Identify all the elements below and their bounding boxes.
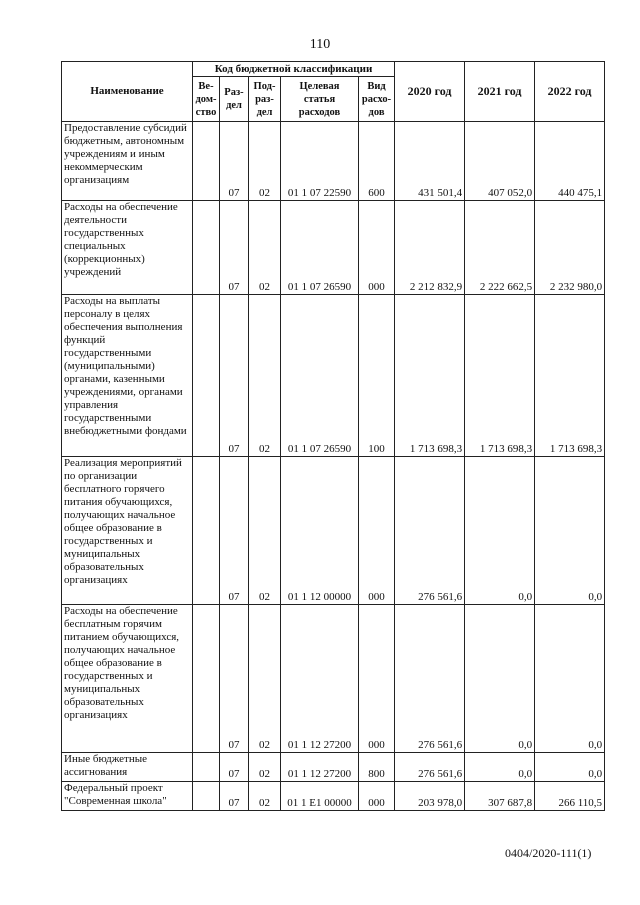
row-subsection: 02 (249, 605, 281, 753)
row-value-2022: 1 713 698,3 (535, 295, 605, 457)
row-expense-type: 000 (359, 457, 395, 605)
row-value-2021: 0,0 (465, 753, 535, 782)
header-target-item: Целевая статья расходов (281, 77, 359, 122)
row-value-2020: 203 978,0 (395, 782, 465, 811)
row-subsection: 02 (249, 201, 281, 295)
table-row (62, 201, 605, 295)
header-subsection: Под- раз- дел (249, 77, 281, 122)
row-name: Иные бюджетные ассигнования (62, 753, 193, 782)
row-value-2021: 0,0 (465, 605, 535, 753)
row-value-2022: 0,0 (535, 457, 605, 605)
row-value-2021: 407 052,0 (465, 122, 535, 201)
row-target-item: 01 1 07 22590 (281, 122, 359, 201)
row-section: 07 (220, 201, 249, 295)
row-target-item: 01 1 12 27200 (281, 605, 359, 753)
document-code: 0404/2020-111(1) (505, 846, 592, 860)
row-department (193, 753, 220, 782)
row-subsection: 02 (249, 457, 281, 605)
row-expense-type: 000 (359, 605, 395, 753)
row-department (193, 605, 220, 753)
header-expense-type: Вид расхо- дов (359, 77, 395, 122)
row-value-2020: 276 561,6 (395, 753, 465, 782)
header-year-2022: 2022 год (535, 62, 605, 122)
row-name: Расходы на обеспечение бесплатным горячим питанием обучающихся, получающих начальное общее образование в государственных и муниципальных образовательных организациях (62, 605, 193, 753)
row-section: 07 (220, 605, 249, 753)
row-value-2020: 276 561,6 (395, 457, 465, 605)
row-department (193, 201, 220, 295)
row-value-2021: 1 713 698,3 (465, 295, 535, 457)
table-row (62, 605, 605, 753)
header-department: Ве- дом- ство (193, 77, 220, 122)
row-expense-type: 800 (359, 753, 395, 782)
row-target-item: 01 1 12 00000 (281, 457, 359, 605)
row-department (193, 457, 220, 605)
row-value-2020: 2 212 832,9 (395, 201, 465, 295)
row-expense-type: 600 (359, 122, 395, 201)
row-value-2021: 2 222 662,5 (465, 201, 535, 295)
budget-table (61, 61, 605, 811)
row-section: 07 (220, 782, 249, 811)
page-number: 110 (309, 37, 331, 52)
row-name: Расходы на обеспечение деятельности государственных специальных (коррекционных) учреждений (62, 201, 193, 295)
row-value-2020: 1 713 698,3 (395, 295, 465, 457)
row-name: Федеральный проект "Современная школа" (62, 782, 193, 811)
header-name: Наименование (62, 62, 193, 122)
row-name: Предоставление субсидий бюджетным, автономным учреждениям и иным некоммерческим организациям (62, 122, 193, 201)
row-value-2022: 440 475,1 (535, 122, 605, 201)
row-value-2022: 0,0 (535, 605, 605, 753)
row-department (193, 782, 220, 811)
row-department (193, 122, 220, 201)
header-year-2020: 2020 год (395, 62, 465, 122)
row-name: Расходы на выплаты персоналу в целях обеспечения выполнения функций государственными (муниципальными) органами, казенными учреждениями, органами управления государственными внебюджетными фондами (62, 295, 193, 457)
row-subsection: 02 (249, 122, 281, 201)
table-row (62, 457, 605, 605)
row-value-2020: 276 561,6 (395, 605, 465, 753)
row-section: 07 (220, 753, 249, 782)
row-subsection: 02 (249, 753, 281, 782)
row-subsection: 02 (249, 295, 281, 457)
row-section: 07 (220, 457, 249, 605)
row-value-2020: 431 501,4 (395, 122, 465, 201)
row-target-item: 01 1 E1 00000 (281, 782, 359, 811)
row-section: 07 (220, 295, 249, 457)
row-section: 07 (220, 122, 249, 201)
row-value-2021: 307 687,8 (465, 782, 535, 811)
row-target-item: 01 1 07 26590 (281, 295, 359, 457)
row-expense-type: 000 (359, 201, 395, 295)
table-row (62, 122, 605, 201)
row-name: Реализация мероприятий по организации бесплатного горячего питания обучающихся, получающих начальное общее образование в государственных и муниципальных образовательных организациях (62, 457, 193, 605)
header-year-2021: 2021 год (465, 62, 535, 122)
row-value-2022: 2 232 980,0 (535, 201, 605, 295)
row-value-2021: 0,0 (465, 457, 535, 605)
table-row (62, 295, 605, 457)
header-classification-group: Код бюджетной классификации (193, 62, 395, 77)
row-target-item: 01 1 07 26590 (281, 201, 359, 295)
row-expense-type: 100 (359, 295, 395, 457)
row-value-2022: 266 110,5 (535, 782, 605, 811)
row-department (193, 295, 220, 457)
table-row (62, 753, 605, 782)
row-subsection: 02 (249, 782, 281, 811)
table-row (62, 782, 605, 811)
row-target-item: 01 1 12 27200 (281, 753, 359, 782)
header-section: Раз- дел (220, 77, 249, 122)
row-expense-type: 000 (359, 782, 395, 811)
row-value-2022: 0,0 (535, 753, 605, 782)
